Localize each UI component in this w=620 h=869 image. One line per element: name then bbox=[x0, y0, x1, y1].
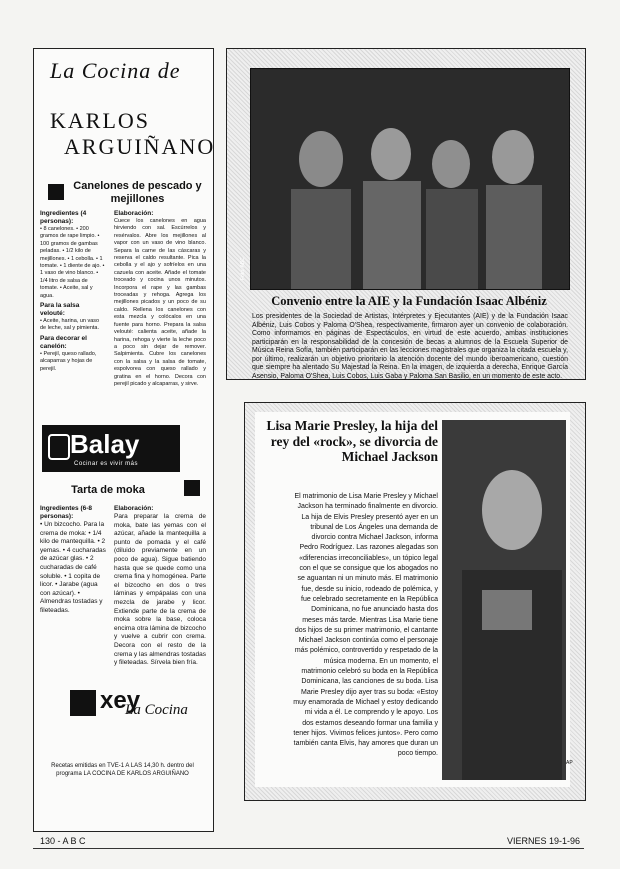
recipe1-title: Canelones de pescado y mejillones bbox=[73, 180, 202, 205]
recipe1-method bbox=[114, 210, 206, 388]
xey-tagline: La Cocina bbox=[125, 702, 188, 718]
article2-body: El matrimonio de Lisa Marie Presley y Michael Jackson ha terminado finalmente en divorcio. La hija de Elvis Presley presentó ayer en un tribunal de Los Ángeles una demanda de divorcio contra Michael Jackson, informa Pedro Rodríguez. Las razones alegadas son «diferencias irreconciliables», un tópico legal con el que se consigue que los abogados no se aguantan ni un minuto más. El matrimonio fue, desde su inicio, rodeado de polémica, y fue celebrado secretamente en la República Dominicana, no fue anunciado hasta dos meses más tarde. Mientras Lisa Marie tiene dos hijos de su primer matrimonio, el cantante Michael Jackson continúa como el personaje más polémico, controvertido y respetado de la música moderna. En un momento, el matrimonio celebró su boda en la República Dominicana, las canciones de su boda. Lisa Marie Presley dijo ayer tras su boda: «Estoy muy enamorada de Michael y estoy dedicando mi vida a él. Le comprendo y le apoyo. Los dos estamos deseando formar una familia y tener hijos. Vivimos felices juntos». Pero como también canta Elvis, hay amores que duran un poco tiempo. bbox=[293, 493, 438, 758]
broadcast-note: Recetas emitidas en TVE-1 A LAS 14,30 h. dentro del programa LA COCINA DE KARLOS ARGUIÑANO bbox=[51, 763, 194, 777]
recipe2-title: Tarta de moka bbox=[71, 484, 145, 496]
recipe2-ingredients bbox=[40, 505, 106, 616]
recipe2-method-text: Para preparar la crema de moka, bate las yemas con el azúcar, añade la mantequilla a punto de pomada y el café (diluido previamente en un poco de agua). Sigue batiendo hasta que se quede como una crema fina y homogénea. Parte el bizcocho en dos o tres láminas y empápalas con una mezcla de jarabe y licor. Extiende parte de la crema de moka sobre la base, coloca encima otra lámina de bizcocho y vuelve a cubrir con crema. Decora con el resto de la crema y las almendras tostadas y fileteadas. Sírvela bien fría. bbox=[114, 513, 206, 667]
cocina-logo bbox=[50, 58, 200, 96]
recipe1-deco-list: • Perejil, queso rallado, alcaparras y hojas de perejil. bbox=[40, 350, 97, 372]
recipe1-sauce-list: • Aceite, harina, un vaso de leche, sal y pimienta. bbox=[40, 318, 100, 332]
balay-brand: Balay bbox=[70, 429, 140, 459]
page-folio: 130 - A B C bbox=[40, 836, 86, 846]
recipe2-ingredients-list: • Un bizcocho. Para la crema de moka: • 1/4 kilo de mantequilla. • 2 yemas. • 4 cucharadas de azúcar glas. • 2 cucharadas de café soluble. • 1 copita de licor. • Jarabe (agua con azúcar). • Almendras tostadas y fileteadas. bbox=[40, 521, 106, 614]
article1-photo-credit: Foto: ABC bbox=[240, 257, 246, 280]
recipe2-ingredients-head: Ingredientes (6-8 personas): bbox=[40, 505, 93, 520]
footer-rule bbox=[33, 848, 584, 849]
xey-mark-icon bbox=[70, 690, 96, 716]
article2-headline: Lisa Marie Presley, la hija del rey del «rock», se divorcia de Michael Jackson bbox=[266, 418, 438, 464]
recipe1-method-text: Cuece los canelones en agua hirviendo con sal. Escúrrelos y resérvalos. Abre los mejillones al vapor con un vaso de vino blanco. Separa la carne de las cáscaras y reserva el caldo resultante. Pica la cebolla y el ajo y sofríelos en una cazuela con aceite. Añade el tomate troceado y cocina unos minutos. Incorpora el rape y las gambas troceadas y rehoga. Agrega los mejillones picados y un poco de su caldo. Rellena los canelones con esta mezcla y colócalos en una fuente para horno. Prepara la salsa velouté: calienta aceite, añade la harina, rehoga y vierte la leche poco a poco sin dejar de remover. Salpimienta. Cubre los canelones con la salsa y la salsa de tomate, espolvorea con queso rallado y gratina en el horno. Decora con perejil picado y alcaparras, y sirve. bbox=[114, 218, 206, 387]
recipe1-ingredients-head: Ingredientes (4 personas): bbox=[40, 210, 87, 225]
article1-photo bbox=[250, 68, 570, 290]
recipe1-deco-head: Para decorar el canelón: bbox=[40, 334, 87, 350]
balay-sponsor-logo bbox=[42, 425, 180, 472]
recipe2-icon bbox=[184, 480, 200, 496]
recipe2-method bbox=[114, 505, 206, 668]
recipe1-sauce-head: Para la salsa velouté: bbox=[40, 302, 80, 318]
recipe1-method-head: Elaboración: bbox=[114, 210, 154, 217]
recipe-icon bbox=[48, 184, 64, 200]
page-date: VIERNES 19-1-96 bbox=[507, 836, 581, 846]
article2-photo bbox=[442, 420, 566, 780]
article1-headline: Convenio entre la AIE y la Fundación Isaac Albéniz bbox=[271, 294, 547, 308]
xey-sponsor-logo bbox=[70, 687, 195, 724]
recipe1-ingredients bbox=[40, 210, 106, 373]
logo-arguinano: ARGUIÑANO bbox=[64, 134, 216, 159]
balay-tagline: Cocinar es vivir más bbox=[74, 461, 139, 467]
xey-brand: xey bbox=[100, 687, 141, 714]
balay-o-icon bbox=[48, 434, 70, 460]
recipe2-method-head: Elaboración: bbox=[114, 505, 154, 512]
logo-karlos: KARLOS bbox=[50, 108, 151, 133]
cocina-logo-text: La Cocina de bbox=[50, 58, 181, 83]
arguinano-logo bbox=[50, 108, 216, 178]
article1-body: Los presidentes de la Sociedad de Artistas, Intérpretes y Ejecutantes (AIE) y de la Fundación Isaac Albéniz, Luis Cobos y Paloma O'Shea, respectivamente, firmaron ayer un convenio de colaboración. Como informamos en páginas de Espectáculos, en virtud de este acuerdo, ambas instituciones participarán en la responsabilidad de la concesión de becas a alumnos de la Escuela Superior de Música Reina Sofía, también participarán en las lecciones magistrales que organiza la citada escuela y, por último, realizarán un objetivo prioritario la atención docente del mundo iberoamericano, cuestión que siempre ha alentado Su Majestad la Reina. En la imagen, de izquierda a derecha, Enrique García Asensio, Paloma O'Shea, Luis Cobos, Luis Gaba y Paloma San Basilio, en un momento de este acto. bbox=[252, 313, 568, 380]
recipe1-ingredients-list: • 8 canelones. • 200 gramos de rape limpio. • 100 gramos de gambas peladas. • 1/2 kilo de mejillones. • 1 cebolla. • 1 tomate. • 1 diente de ajo. • 1 vaso de vino blanco. • 1/4 litro de salsa de tomate. • Aceite, sal y agua. bbox=[40, 226, 105, 299]
article2-photo-credit: AP bbox=[566, 760, 573, 766]
